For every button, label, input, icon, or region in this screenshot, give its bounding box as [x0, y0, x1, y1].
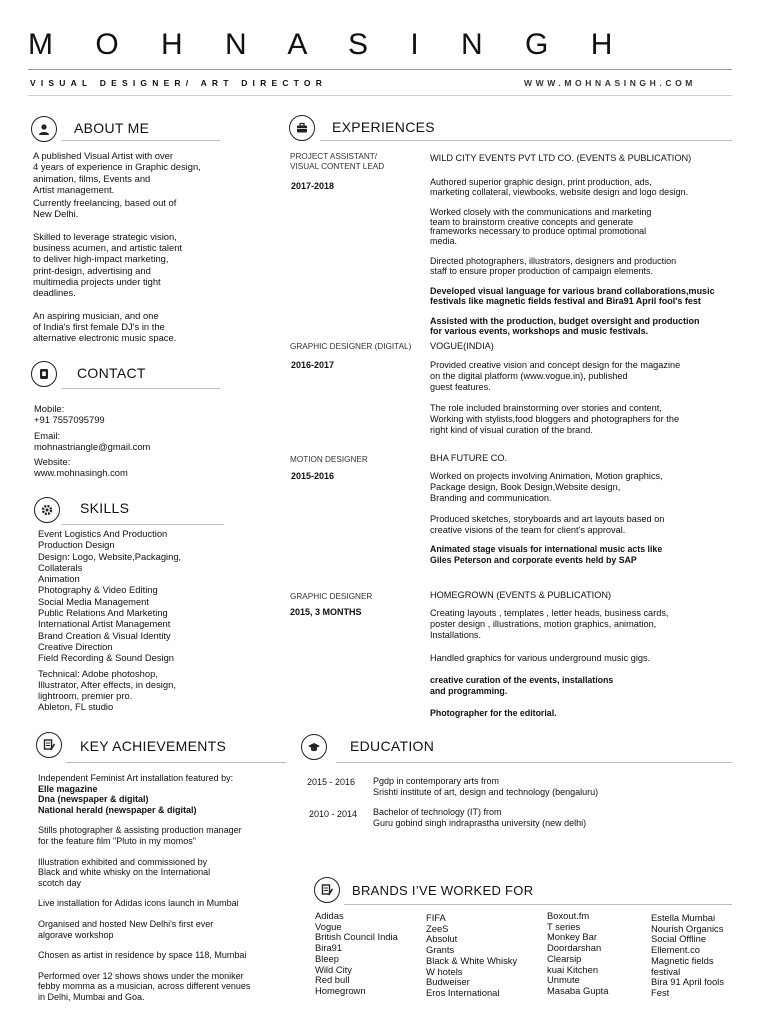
edu-degree: Pgdp in contemporary arts from	[373, 776, 500, 786]
email-value[interactable]: mohnastriangle@gmail.com	[34, 440, 151, 452]
desc-line: Worked closely with the communications and marketing	[430, 207, 652, 217]
job-description	[430, 178, 740, 347]
skill-item: Photography & Video Editing	[38, 584, 158, 596]
desc-line: guest features.	[430, 381, 491, 392]
brand-item: Magnetic fields	[651, 954, 714, 966]
skill-item: Creative Direction	[38, 640, 113, 652]
job-bullet	[430, 317, 740, 336]
header-divider-lower	[28, 95, 732, 96]
job-bullet	[430, 675, 740, 697]
brand-item: Ellement.co	[651, 944, 700, 956]
skill-item: Design: Logo, Website,Packaging,	[38, 550, 182, 562]
desc-line: right kind of visual curation of the brand.	[430, 424, 593, 435]
about-divider	[62, 140, 220, 141]
desc-line: Directed photographers, illustrators, designers and production	[430, 256, 677, 266]
achievement-line: Independent Feminist Art installation featured by:	[38, 773, 234, 783]
about-line: business acumen, and artistic talent	[33, 242, 183, 254]
brand-item: Homegrown	[315, 984, 366, 996]
about-line: print-design, advertising and	[33, 264, 151, 276]
brand-item: Masaba Gupta	[547, 984, 609, 996]
desc-line: Giles Peterson and corporate events held by SAP	[430, 554, 637, 565]
desc-line: Branding and communication.	[430, 492, 552, 503]
achievement-line: Stills photographer & assisting production manager	[38, 825, 242, 836]
achievement-line: scotch day	[38, 877, 82, 888]
job-bullet	[430, 360, 740, 392]
mobile-value: +91 7557095799	[34, 414, 105, 426]
edu-school: Guru gobind singh indraprastha university (new delhi)	[373, 817, 587, 828]
website-label: Website:	[34, 456, 71, 468]
about-line: to deliver high-impact marketing,	[33, 253, 169, 265]
job-company: BHA FUTURE CO.	[430, 453, 508, 463]
desc-line: Authored superior graphic design, print production, ads,	[430, 177, 652, 187]
edu-item	[373, 776, 703, 797]
desc-line: Handled graphics for various underground music gigs.	[430, 653, 651, 664]
achievement-item	[38, 898, 293, 909]
skills-divider	[62, 524, 224, 525]
brand-item: Absolut	[426, 933, 458, 945]
brand-item: Budweiser	[426, 976, 470, 988]
achievements-divider	[66, 762, 286, 763]
about-line: alternative electronic music space.	[33, 332, 177, 344]
job-years: 2017-2018	[291, 181, 335, 191]
achievement-item	[38, 825, 293, 846]
desc-line: and programming.	[430, 685, 508, 696]
achievement-line: Live installation for Adidas icons launch in Mumbai	[38, 898, 239, 909]
job-bullet	[430, 257, 740, 276]
achievement-line: Chosen as artist in residence by space 118, Mumbai	[38, 950, 247, 961]
job-company: WILD CITY EVENTS PVT LTD CO. (EVENTS & PUBLICATION)	[430, 153, 692, 163]
achievement-line: algorave workshop	[38, 929, 114, 940]
phone-icon	[31, 361, 57, 387]
desc-line: media.	[430, 235, 458, 246]
about-p4	[33, 310, 243, 344]
job-role: GRAPHIC DESIGNER	[290, 592, 373, 601]
contact-info	[34, 403, 244, 479]
brand-item: Unmute	[547, 974, 580, 986]
brand-item: Monkey Bar	[547, 931, 598, 943]
brands-title: BRANDS I’VE WORKED FOR	[352, 883, 534, 898]
desc-line: staff to ensure proper production of campaign elements.	[430, 265, 653, 276]
skill-item: Production Design	[38, 539, 115, 551]
desc-line: Produced sketches, storyboards and art layouts based on	[430, 514, 665, 525]
brands-column	[651, 913, 756, 999]
desc-line: for various events, workshops and music festivals.	[430, 325, 649, 336]
brand-item: festival	[651, 965, 681, 977]
briefcase-icon	[289, 115, 315, 141]
brands-divider	[344, 904, 732, 905]
document-edit-icon	[36, 732, 62, 758]
job-bullet	[430, 403, 740, 435]
job-years: 2016-2017	[291, 360, 335, 370]
job-bullet	[430, 208, 740, 246]
edu-school: Srishti institute of art, design and technology (bengaluru)	[373, 786, 599, 797]
experiences-divider	[320, 140, 732, 141]
achievement-line: Organised and hosted New Delhi's first ever	[38, 918, 214, 929]
brand-item: Fest	[651, 986, 670, 998]
about-line: 4 years of experience in Graphic design,	[33, 161, 201, 173]
desc-line: Animated stage visuals for international music acts like	[430, 543, 663, 554]
job-role: GRAPHIC DESIGNER (DIGITAL)	[290, 342, 412, 351]
desc-line: The role included brainstorming over stories and content,	[430, 403, 662, 414]
skill-item: Animation	[38, 573, 80, 585]
desc-line: Package design, Book Design,Website design,	[430, 481, 621, 492]
desc-line: Working with stylists,food bloggers and photographers for the	[430, 414, 680, 425]
brand-item: Black & White Whisky	[426, 954, 518, 966]
desc-line: creative curation of the events, installations	[430, 675, 614, 686]
desc-line: frameworks necessary to produce optimal promotional	[430, 226, 647, 236]
technical-line: Ableton, FL studio	[38, 701, 114, 713]
job-bullet	[430, 544, 740, 566]
brand-item: W hotels	[426, 965, 463, 977]
technical-skills	[38, 668, 248, 713]
achievement-line: National herald (newspaper & digital)	[38, 804, 197, 815]
technical-line: Illustrator, After effects, in design,	[38, 678, 176, 690]
header-divider	[28, 69, 732, 70]
header-website: WWW.MOHNASINGH.COM	[524, 78, 696, 88]
brand-item: Doordarshan	[547, 942, 602, 954]
brand-item: Bira 91 April fools	[651, 976, 724, 988]
technical-line: Technical: Adobe photoshop,	[38, 667, 158, 679]
contact-divider	[62, 388, 220, 389]
experiences-title: EXPERIENCES	[332, 119, 435, 135]
website-value[interactable]: www.mohnasingh.com	[34, 467, 128, 479]
job-bullet	[430, 514, 740, 536]
desc-line: on the digital platform (www.vogue.in), published	[430, 370, 628, 381]
brand-item: Eros International	[426, 986, 500, 998]
job-company: VOGUE(INDIA)	[430, 341, 494, 351]
achievement-line: Illustration exhibited and commissioned by	[38, 856, 208, 867]
desc-line: festivals like magnetic fields festival and Bira91 April fool's fest	[430, 295, 701, 306]
brand-item: kuai Kitchen	[547, 963, 599, 975]
brand-item: Adidas	[315, 910, 344, 921]
about-p2	[33, 197, 243, 220]
job-bullet	[430, 287, 740, 306]
about-line: New Delhi.	[33, 208, 79, 220]
brand-item: Clearsip	[547, 952, 582, 964]
desc-line: Assisted with the production, budget oversight and production	[430, 316, 700, 326]
achievement-item	[38, 971, 293, 1003]
about-p1	[33, 150, 243, 195]
about-line: of India's first female DJ's in the	[33, 320, 165, 332]
role-line: VISUAL CONTENT LEAD	[290, 162, 385, 171]
education-title: EDUCATION	[350, 738, 435, 754]
brand-item: British Council India	[315, 931, 398, 943]
about-line: deadlines.	[33, 287, 76, 299]
achievement-item	[38, 857, 293, 889]
brands-column	[315, 911, 425, 997]
brand-item: Estella Mumbai	[651, 912, 716, 923]
edu-item	[373, 807, 703, 828]
graduation-cap-icon	[301, 734, 327, 760]
about-line: Artist management.	[33, 183, 115, 195]
user-icon	[31, 116, 57, 142]
job-bullet	[430, 471, 740, 503]
brand-item: Vogue	[315, 920, 342, 932]
desc-line: creative visions of the team for client's approval.	[430, 525, 626, 536]
achievement-line: Black and white whisky on the International	[38, 867, 211, 878]
desc-line: Creating layouts , templates , letter heads, business cards,	[430, 608, 669, 618]
job-description	[430, 608, 740, 719]
job-years: 2015, 3 MONTHS	[290, 607, 362, 617]
skill-item: Public Relations And Marketing	[38, 607, 168, 619]
about-text	[33, 150, 243, 343]
brand-item: ZeeS	[426, 922, 449, 934]
job-title: VISUAL DESIGNER/ ART DIRECTOR	[30, 78, 328, 88]
about-line: Currently freelancing, based out of	[33, 197, 177, 209]
mobile-label: Mobile:	[34, 403, 65, 414]
technical-line: lightroom, premier pro.	[38, 690, 133, 702]
skill-item: International Artist Management	[38, 618, 171, 630]
desc-line: Worked on projects involving Animation, Motion graphics,	[430, 471, 663, 481]
desc-line: Provided creative vision and concept design for the magazine	[430, 360, 681, 370]
skills-title: SKILLS	[80, 500, 130, 516]
education-divider	[336, 762, 732, 763]
skills-list	[38, 528, 248, 713]
skill-item: Event Logistics And Production	[38, 528, 168, 539]
skill-item: Social Media Management	[38, 595, 149, 607]
desc-line: Developed visual language for various brand collaborations,music	[430, 286, 715, 296]
job-years: 2015-2016	[291, 471, 335, 481]
job-bullet	[430, 653, 740, 664]
brand-item: Grants	[426, 944, 455, 956]
role-line: PROJECT ASSISTANT/	[290, 152, 378, 161]
achievement-line: for the feature film "Pluto in my momos"	[38, 835, 196, 846]
about-line: multimedia projects under tight	[33, 275, 161, 287]
brand-item: Nourish Organics	[651, 922, 724, 934]
brands-column	[547, 911, 647, 997]
job-description	[430, 471, 740, 566]
desc-line: Installations.	[430, 629, 482, 640]
brand-item: Red bull	[315, 974, 350, 986]
achievement-item	[38, 919, 293, 940]
job-bullet	[430, 708, 740, 719]
job-description	[430, 360, 740, 436]
job-company: HOMEGROWN (EVENTS & PUBLICATION)	[430, 590, 612, 600]
about-line: An aspiring musician, and one	[33, 309, 159, 321]
brand-item: Social Offline	[651, 933, 707, 945]
job-role: MOTION DESIGNER	[290, 455, 368, 464]
gear-icon	[34, 497, 60, 523]
desc-line: poster design , illustrations, motion graphics, animation,	[430, 618, 657, 629]
about-line: animation, films, Events and	[33, 172, 151, 184]
resume-name: M O H N A S I N G H	[28, 28, 630, 61]
brand-item: FIFA	[426, 912, 446, 923]
email-label: Email:	[34, 429, 61, 441]
about-line: Skilled to leverage strategic vision,	[33, 230, 177, 242]
brand-item: Wild City	[315, 963, 352, 975]
job-bullet	[430, 178, 740, 197]
brand-item: T series	[547, 920, 581, 932]
about-title: ABOUT ME	[74, 120, 150, 136]
achievement-item	[38, 950, 293, 961]
skill-item: Collaterals	[38, 561, 83, 573]
document-edit-icon	[314, 877, 340, 903]
achievement-line: in Delhi, Mumbai and Goa.	[38, 991, 145, 1002]
skill-item: Field Recording & Sound Design	[38, 652, 175, 664]
achievement-line: Dna (newspaper & digital)	[38, 794, 149, 805]
achievement-line: Elle magazine	[38, 783, 98, 794]
job-bullet	[430, 608, 740, 640]
edu-years: 2015 - 2016	[307, 777, 356, 787]
achievements-list	[38, 773, 293, 1003]
brands-column	[426, 913, 546, 999]
achievement-line: febby momma as a musician, across different venues	[38, 981, 251, 992]
edu-degree: Bachelor of technology (IT) from	[373, 807, 502, 817]
about-line: A published Visual Artist with over	[33, 150, 174, 161]
desc-line: team to brainstorm creative concepts and generate	[430, 216, 634, 227]
desc-line: Photographer for the editorial.	[430, 707, 557, 718]
achievements-title: KEY ACHIEVEMENTS	[80, 738, 227, 754]
about-p3	[33, 231, 243, 299]
contact-title: CONTACT	[77, 365, 146, 381]
brand-item: Boxout.fm	[547, 910, 590, 921]
edu-years: 2010 - 2014	[309, 809, 358, 819]
achievement-line: Performed over 12 shows shows under the moniker	[38, 970, 244, 981]
brand-item: Bira91	[315, 942, 343, 954]
job-role	[290, 152, 420, 172]
skill-item: Brand Creation & Visual Identity	[38, 629, 171, 641]
desc-line: marketing collateral, viewbooks, website design and logo design.	[430, 186, 689, 197]
brand-item: Bleep	[315, 952, 339, 964]
